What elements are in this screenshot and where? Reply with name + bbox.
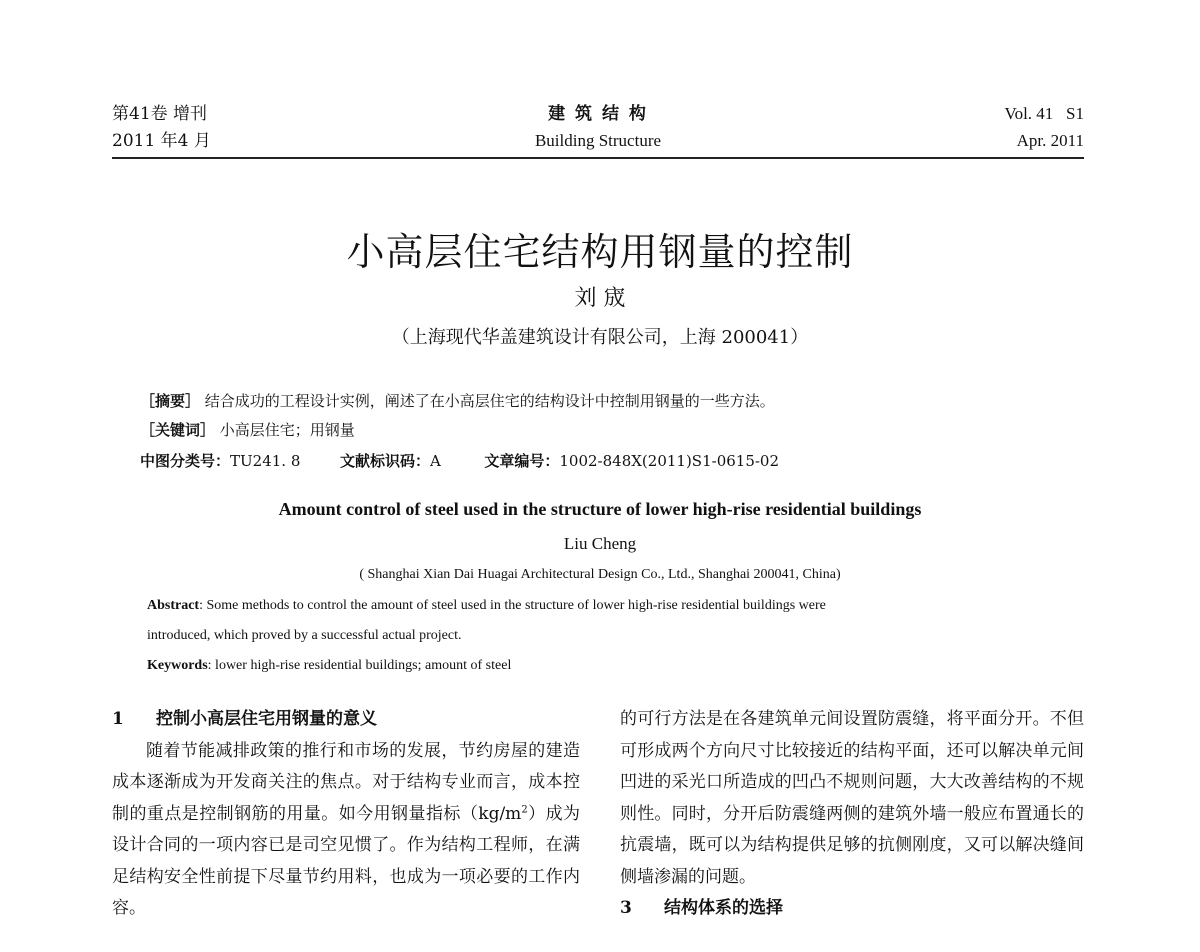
doc-code-value: A <box>429 452 441 470</box>
keywords-cn-text: 小高层住宅；用钢量 <box>219 421 355 439</box>
clc-value: TU241. 8 <box>230 452 301 470</box>
article-no-label: 文章编号： <box>484 452 560 470</box>
section-3-number: 3 <box>620 898 632 918</box>
header-rule <box>112 157 1084 159</box>
classification-line <box>140 451 779 471</box>
author-en: Liu Cheng <box>563 534 637 553</box>
section-1-paragraph <box>112 736 580 925</box>
abstract-en-line2: introduced, which proved by a successful actual project. <box>147 628 462 643</box>
section-1-title: 控制小高层住宅用钢量的意义 <box>156 709 377 729</box>
abstract-cn-text: 结合成功的工程设计实例，阐述了在小高层住宅的结构设计中控制用钢量的一些方法。 <box>204 392 775 410</box>
issue-date-en: Apr. 2011 <box>1016 131 1084 150</box>
keywords-en <box>147 656 511 676</box>
issue-date-cn: 2011 年4 月 <box>112 131 211 151</box>
paper-title-cn: 小高层住宅结构用钢量的控制 <box>346 230 854 275</box>
section-1-number: 1 <box>112 709 124 729</box>
affiliation-cn: （上海现代华盖建筑设计有限公司，上海 200041） <box>391 327 809 348</box>
section-3-heading <box>620 893 1084 925</box>
left-column <box>112 704 580 925</box>
abstract-cn <box>140 391 775 411</box>
section-2-paragraph-continued: 的可行方法是在各建筑单元间设置防震缝，将平面分开。不但可形成两个方向尺寸比较接近的结构平面，还可以解决单元间凹进的采光口所造成的凹凸不规则问题，大大改善结构的不规则性。同时，分开后防震缝两侧的建筑外墙一般应布置通长的抗震墙，既可以为结构提供足够的抗侧刚度，又可以解决缝间侧墙渗漏的问题。 <box>620 709 1084 887</box>
doc-code-label: 文献标识码： <box>339 452 430 470</box>
paragraph-text-1: 随着节能减排政策的推行和市场的发展，节约房屋的建造成本逐渐成为开发商关注的焦点。对于结构专业而言，成本控制的重点是控制钢筋的用量。如今用钢量指标（kg/m <box>112 740 580 824</box>
keywords-cn <box>140 420 355 440</box>
section-1-heading <box>112 704 580 736</box>
abstract-en-label: Abstract <box>147 598 200 613</box>
section-3-title: 结构体系的选择 <box>664 898 783 918</box>
keywords-en-label: Keywords <box>147 658 208 673</box>
abstract-cn-label: ［摘要］ <box>140 392 201 410</box>
article-no-value: 1002-848X(2011)S1-0615-02 <box>559 452 780 470</box>
author-cn: 刘 宬 <box>574 286 626 311</box>
journal-name-en: Building Structure <box>534 131 662 150</box>
volume-issue: 第41卷 增刊 <box>112 104 208 124</box>
journal-name-cn: 建 筑 结 构 <box>548 104 648 124</box>
abstract-en-text-1: : Some methods to control the amount of steel used in the structure of lower high-rise residential buildings were <box>199 598 826 613</box>
superscript-two: 2 <box>521 803 528 815</box>
volume-en: Vol. 41 S1 <box>1004 104 1084 123</box>
paper-title-en: Amount control of steel used in the structure of lower high-rise residential buildings <box>278 499 922 519</box>
right-column <box>620 704 1084 925</box>
keywords-en-text: : lower high-rise residential buildings; amount of steel <box>207 658 512 673</box>
affiliation-en: ( Shanghai Xian Dai Huagai Architectural Design Co., Ltd., Shanghai 200041, China) <box>359 567 841 582</box>
abstract-en-line1 <box>147 596 826 616</box>
clc-label: 中图分类号： <box>140 452 231 470</box>
keywords-cn-label: ［关键词］ <box>140 421 216 439</box>
paragraph-text-2: ）成为设计合同的一项内容已是司空见惯了。作为结构工程师，在满足结构安全性前提下尽量节约用料，也成为一项必要的工作内容。 <box>112 803 581 918</box>
